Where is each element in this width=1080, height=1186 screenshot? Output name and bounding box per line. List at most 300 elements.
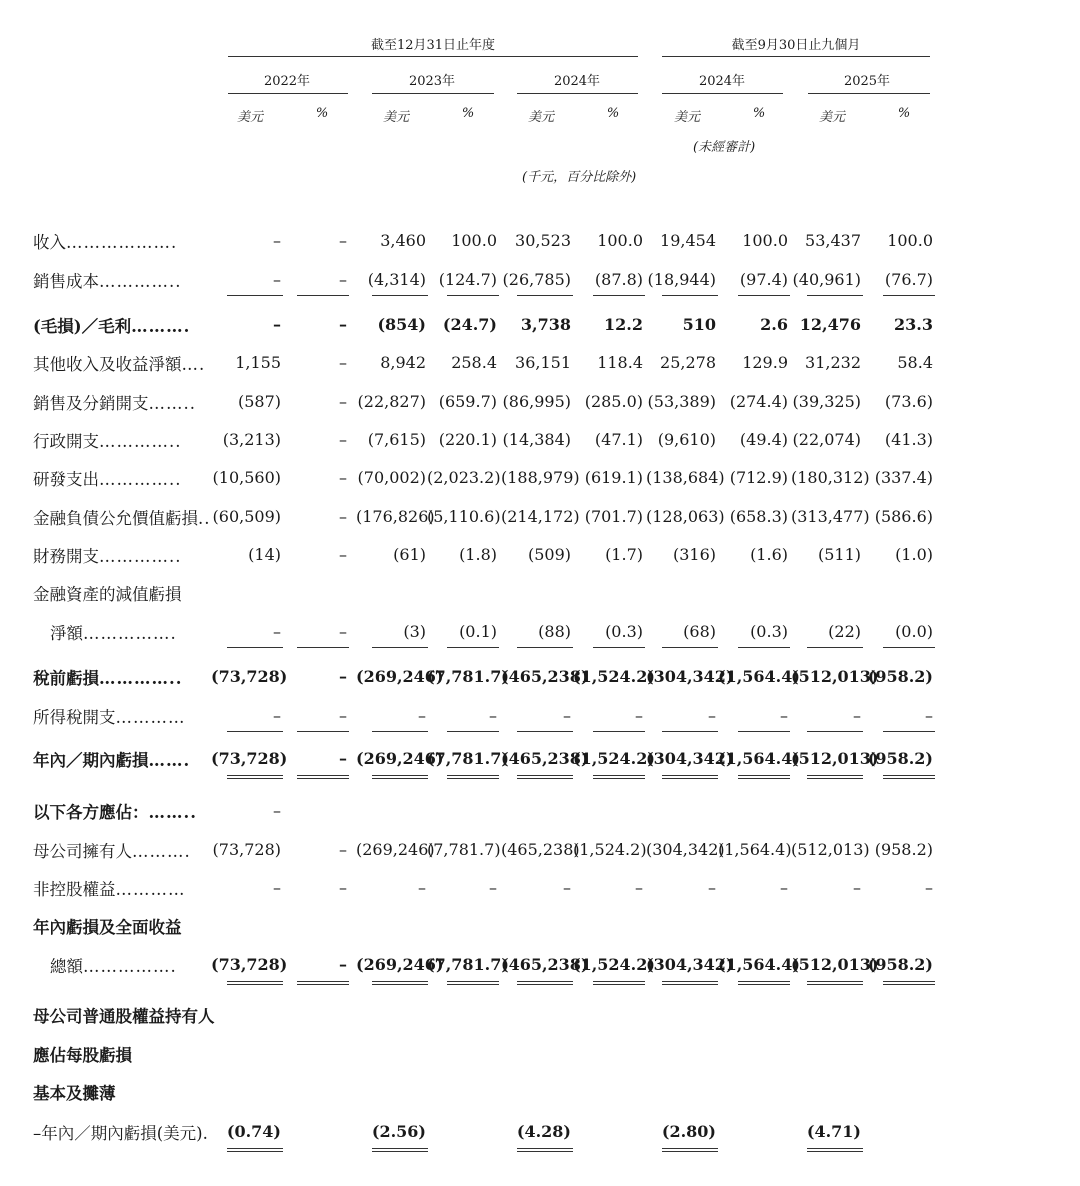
- unit-note: (千元，百分比除外): [522, 170, 637, 185]
- cell-value: (958.2): [867, 667, 933, 686]
- row-label: [33, 665, 183, 689]
- cell-value: (7,781.7): [427, 840, 501, 859]
- cell-value: (512,013): [791, 955, 879, 974]
- underline: [662, 295, 718, 296]
- row-label: [33, 313, 190, 337]
- cell-value: (220.1): [438, 430, 497, 449]
- cell-value: (3,213): [222, 430, 281, 449]
- year-header: 2022年: [263, 74, 311, 89]
- unit-header: %: [752, 106, 766, 121]
- underline: [372, 295, 428, 296]
- leader-dots: …………….: [83, 624, 177, 643]
- cell-value: (1,524.2): [573, 749, 655, 768]
- unit-header: %: [315, 106, 329, 121]
- cell-value: –: [339, 706, 347, 725]
- underline: [297, 731, 349, 732]
- cell-value: (2.80): [661, 1122, 716, 1141]
- cell-value: –: [780, 878, 788, 897]
- cell-value: 118.4: [597, 353, 643, 372]
- cell-value: –: [853, 706, 861, 725]
- row-label: [33, 914, 182, 938]
- cell-value: (7,781.7): [427, 955, 509, 974]
- underline: [517, 647, 573, 648]
- underline: [883, 647, 935, 648]
- row-label-text: 非控股權益: [33, 880, 116, 899]
- cell-value: (1.6): [750, 545, 788, 564]
- row-label: [33, 543, 182, 567]
- cell-value: (269,246): [356, 955, 444, 974]
- cell-value: (73,728): [211, 955, 288, 974]
- underline: [447, 647, 499, 648]
- cell-value: (73,728): [212, 840, 281, 859]
- cell-value: 30,523: [515, 231, 571, 250]
- underline: [807, 731, 863, 732]
- row-label-text: 金融負債公允價值虧損: [33, 509, 198, 528]
- leader-dots: ……..: [148, 803, 197, 822]
- double-underline: [227, 1148, 283, 1152]
- unit-header: %: [461, 106, 475, 121]
- cell-value: (2.56): [371, 1122, 426, 1141]
- header-rule-group1: [228, 56, 638, 57]
- cell-value: 8,942: [380, 353, 426, 372]
- underline: [662, 731, 718, 732]
- underline: [738, 647, 790, 648]
- cell-value: –: [273, 801, 281, 820]
- row-label: [33, 390, 196, 414]
- underline: [227, 731, 283, 732]
- cell-value: (1,524.2): [573, 667, 655, 686]
- double-underline: [517, 981, 573, 985]
- row-label-text: 財務開支: [33, 547, 99, 566]
- row-label-text: 母公司普通股權益持有人: [33, 1007, 215, 1026]
- cell-value: (512,013): [791, 840, 870, 859]
- double-underline: [372, 775, 428, 779]
- row-label-text: 銷售及分銷開支: [33, 394, 149, 413]
- cell-value: 58.4: [897, 353, 933, 372]
- cell-value: –: [418, 706, 426, 725]
- row-label: [50, 620, 177, 644]
- cell-value: –: [339, 667, 347, 686]
- cell-value: (61): [393, 545, 426, 564]
- cell-value: –: [418, 878, 426, 897]
- underline: [807, 295, 863, 296]
- cell-value: (49.4): [739, 430, 788, 449]
- leader-dots: …….: [148, 751, 191, 770]
- leader-dots: ….: [181, 355, 206, 374]
- cell-value: (5,110.6): [427, 507, 501, 526]
- cell-value: (70,002): [357, 468, 426, 487]
- unit-header: 美元: [818, 110, 845, 125]
- cell-value: (18,944): [647, 270, 716, 289]
- cell-value: (465,238): [501, 667, 589, 686]
- cell-value: (1.0): [895, 545, 933, 564]
- cell-value: (60,509): [212, 507, 281, 526]
- cell-value: 36,151: [515, 353, 571, 372]
- cell-value: (14,384): [502, 430, 571, 449]
- cell-value: (68): [683, 622, 716, 641]
- cell-value: –: [780, 706, 788, 725]
- cell-value: (659.7): [438, 392, 497, 411]
- cell-value: (712.9): [729, 468, 788, 487]
- cell-value: (14): [248, 545, 281, 564]
- cell-value: –: [925, 878, 933, 897]
- cell-value: (337.4): [874, 468, 933, 487]
- cell-value: –: [273, 231, 281, 250]
- cell-value: (53,389): [647, 392, 716, 411]
- underline: [593, 731, 645, 732]
- cell-value: (0.3): [605, 622, 643, 641]
- underline: [372, 647, 428, 648]
- double-underline: [883, 775, 935, 779]
- cell-value: (619.1): [584, 468, 643, 487]
- row-label-text: (毛損)／毛利: [33, 317, 132, 336]
- double-underline: [807, 981, 863, 985]
- cell-value: (22,074): [792, 430, 861, 449]
- cell-value: (1,524.2): [573, 840, 647, 859]
- cell-value: (180,312): [791, 468, 870, 487]
- cell-value: (176,826): [356, 507, 435, 526]
- cell-value: (958.2): [874, 840, 933, 859]
- leader-dots: …………..: [99, 547, 182, 566]
- cell-value: (0.3): [750, 622, 788, 641]
- unit-header: 美元: [236, 110, 263, 125]
- cell-value: (0.1): [459, 622, 497, 641]
- double-underline: [372, 1148, 428, 1152]
- cell-value: (4.71): [806, 1122, 861, 1141]
- cell-value: (1,564.4): [718, 955, 800, 974]
- cell-value: 100.0: [742, 231, 788, 250]
- underline: [517, 731, 573, 732]
- leader-dots: .: [202, 1124, 209, 1143]
- underline: [883, 731, 935, 732]
- row-label: [33, 704, 186, 728]
- double-underline: [447, 775, 499, 779]
- year-header: 2024年: [698, 74, 746, 89]
- cell-value: –: [273, 706, 281, 725]
- row-label: [33, 1080, 116, 1104]
- double-underline: [372, 981, 428, 985]
- double-underline: [807, 1148, 863, 1152]
- cell-value: –: [925, 706, 933, 725]
- cell-value: (86,995): [502, 392, 571, 411]
- cell-value: 258.4: [451, 353, 497, 372]
- row-label-text: 研發支出: [33, 470, 99, 489]
- cell-value: (586.6): [874, 507, 933, 526]
- cell-value: (701.7): [584, 507, 643, 526]
- cell-value: (304,342): [646, 749, 734, 768]
- cell-value: 19,454: [660, 231, 716, 250]
- cell-value: (304,342): [646, 667, 734, 686]
- cell-value: (313,477): [791, 507, 870, 526]
- row-label: [33, 466, 182, 490]
- cell-value: –: [339, 840, 347, 859]
- cell-value: (214,172): [501, 507, 580, 526]
- underline: [297, 295, 349, 296]
- year-header-rule: [372, 93, 494, 94]
- cell-value: (41.3): [884, 430, 933, 449]
- cell-value: –: [339, 270, 347, 289]
- cell-value: –: [708, 706, 716, 725]
- leader-dots: ..: [198, 509, 211, 528]
- double-underline: [593, 981, 645, 985]
- row-label-text: 總額: [50, 957, 83, 976]
- cell-value: (509): [527, 545, 571, 564]
- cell-value: (2,023.2): [427, 468, 501, 487]
- cell-value: –: [273, 622, 281, 641]
- row-label: [33, 1042, 132, 1066]
- cell-value: (1.8): [459, 545, 497, 564]
- cell-value: –: [339, 430, 347, 449]
- underline: [447, 295, 499, 296]
- double-underline: [738, 775, 790, 779]
- row-label-text: 淨額: [50, 624, 83, 643]
- cell-value: (88): [538, 622, 571, 641]
- leader-dots: …………..: [99, 669, 183, 688]
- cell-value: (7,781.7): [427, 749, 509, 768]
- row-label: [33, 428, 182, 452]
- cell-value: –: [635, 878, 643, 897]
- cell-value: (1,524.2): [573, 955, 655, 974]
- year-header: 2025年: [843, 74, 891, 89]
- cell-value: (1,564.4): [718, 667, 800, 686]
- cell-value: –: [339, 231, 347, 250]
- cell-value: (854): [377, 315, 426, 334]
- leader-dots: ……..: [148, 394, 196, 413]
- row-label: [33, 799, 197, 823]
- row-label: [33, 229, 177, 253]
- year-header: 2024年: [553, 74, 601, 89]
- double-underline: [883, 981, 935, 985]
- cell-value: (269,246): [356, 840, 435, 859]
- cell-value: (0.74): [226, 1122, 281, 1141]
- cell-value: (958.2): [867, 749, 933, 768]
- cell-value: (26,785): [502, 270, 571, 289]
- underline: [517, 295, 573, 296]
- cell-value: (658.3): [729, 507, 788, 526]
- row-label-text: 基本及攤薄: [33, 1084, 116, 1103]
- double-underline: [297, 981, 349, 985]
- cell-value: (39,325): [792, 392, 861, 411]
- cell-value: 53,437: [805, 231, 861, 250]
- row-label: [33, 838, 191, 862]
- year-header-rule: [662, 93, 783, 94]
- header-group-nine-months: 截至9月30日止九個月: [731, 38, 861, 53]
- cell-value: (269,246): [356, 749, 444, 768]
- cell-value: –: [339, 955, 347, 974]
- cell-value: –: [489, 878, 497, 897]
- cell-value: (465,238): [501, 749, 589, 768]
- row-label-text: 銷售成本: [33, 272, 99, 291]
- year-header-rule: [808, 93, 930, 94]
- double-underline: [297, 775, 349, 779]
- unit-header: %: [897, 106, 911, 121]
- leader-dots: …………..: [99, 470, 182, 489]
- underline: [227, 295, 283, 296]
- cell-value: –: [339, 353, 347, 372]
- leader-dots: …………..: [99, 432, 182, 451]
- row-label: [33, 876, 186, 900]
- row-label: [33, 747, 190, 771]
- cell-value: (76.7): [884, 270, 933, 289]
- leader-dots: …………: [115, 880, 186, 899]
- cell-value: –: [489, 706, 497, 725]
- cell-value: –: [339, 622, 347, 641]
- cell-value: –: [563, 878, 571, 897]
- cell-value: –: [339, 749, 347, 768]
- cell-value: –: [339, 468, 347, 487]
- cell-value: 12.2: [604, 315, 643, 334]
- cell-value: –: [339, 315, 347, 334]
- row-label: [50, 953, 177, 977]
- cell-value: (304,342): [646, 840, 725, 859]
- row-label-text: 以下各方應佔：: [33, 803, 149, 822]
- cell-value: –: [635, 706, 643, 725]
- row-label-text: 應佔每股虧損: [33, 1046, 132, 1065]
- cell-value: (47.1): [594, 430, 643, 449]
- underline: [883, 295, 935, 296]
- cell-value: –: [273, 270, 281, 289]
- cell-value: (188,979): [501, 468, 580, 487]
- cell-value: (512,013): [791, 749, 879, 768]
- cell-value: (73,728): [211, 667, 288, 686]
- cell-value: 1,155: [235, 353, 281, 372]
- cell-value: (7,615): [367, 430, 426, 449]
- year-header-rule: [517, 93, 638, 94]
- cell-value: (511): [817, 545, 861, 564]
- cell-value: (1,564.4): [718, 840, 792, 859]
- year-header-rule: [228, 93, 348, 94]
- leader-dots: ……….: [132, 842, 191, 861]
- underline: [593, 647, 645, 648]
- row-label: [33, 1120, 209, 1144]
- cell-value: 23.3: [894, 315, 933, 334]
- cell-value: 100.0: [597, 231, 643, 250]
- double-underline: [662, 775, 718, 779]
- cell-value: –: [273, 315, 281, 334]
- unit-header: 美元: [673, 110, 700, 125]
- cell-value: (274.4): [729, 392, 788, 411]
- underline: [738, 731, 790, 732]
- leader-dots: …………….: [83, 957, 177, 976]
- cell-value: (7,781.7): [427, 667, 509, 686]
- unaudited-note: (未經審計): [693, 140, 756, 155]
- cell-value: 2.6: [760, 315, 788, 334]
- row-label: [33, 1003, 215, 1027]
- cell-value: 12,476: [799, 315, 861, 334]
- cell-value: –: [708, 878, 716, 897]
- row-label-text: –年內／期內虧損(美元): [33, 1124, 203, 1143]
- double-underline: [662, 1148, 718, 1152]
- cell-value: 129.9: [742, 353, 788, 372]
- underline: [227, 647, 283, 648]
- cell-value: (958.2): [867, 955, 933, 974]
- cell-value: 3,460: [380, 231, 426, 250]
- leader-dots: …………: [115, 708, 186, 727]
- cell-value: (9,610): [657, 430, 716, 449]
- cell-value: (512,013): [791, 667, 879, 686]
- row-label: [33, 581, 182, 605]
- cell-value: (24.7): [442, 315, 497, 334]
- cell-value: (465,238): [501, 840, 580, 859]
- row-label-text: 年內虧損及全面收益: [33, 918, 182, 937]
- row-label: [33, 351, 205, 375]
- double-underline: [227, 775, 283, 779]
- cell-value: (128,063): [646, 507, 725, 526]
- row-label-text: 母公司擁有人: [33, 842, 132, 861]
- double-underline: [517, 1148, 573, 1152]
- row-label: [33, 268, 182, 292]
- underline: [807, 647, 863, 648]
- underline: [297, 647, 349, 648]
- row-label-text: 金融資產的減值虧損: [33, 585, 182, 604]
- cell-value: 25,278: [660, 353, 716, 372]
- cell-value: (124.7): [438, 270, 497, 289]
- row-label-text: 行政開支: [33, 432, 99, 451]
- cell-value: (587): [237, 392, 281, 411]
- double-underline: [807, 775, 863, 779]
- cell-value: 31,232: [805, 353, 861, 372]
- double-underline: [593, 775, 645, 779]
- cell-value: (1,564.4): [718, 749, 800, 768]
- cell-value: (22): [828, 622, 861, 641]
- row-label-text: 稅前虧損: [33, 669, 99, 688]
- cell-value: (87.8): [594, 270, 643, 289]
- cell-value: (4,314): [367, 270, 426, 289]
- leader-dots: ……….: [131, 317, 191, 336]
- cell-value: (4.28): [516, 1122, 571, 1141]
- underline: [593, 295, 645, 296]
- cell-value: –: [339, 507, 347, 526]
- underline: [372, 731, 428, 732]
- cell-value: –: [339, 392, 347, 411]
- underline: [447, 731, 499, 732]
- underline: [662, 647, 718, 648]
- cell-value: (1.7): [605, 545, 643, 564]
- leader-dots: …………..: [99, 272, 182, 291]
- double-underline: [662, 981, 718, 985]
- cell-value: (465,238): [501, 955, 589, 974]
- cell-value: (97.4): [739, 270, 788, 289]
- cell-value: (304,342): [646, 955, 734, 974]
- header-rule-group2: [662, 56, 930, 57]
- cell-value: (22,827): [357, 392, 426, 411]
- unit-header: 美元: [382, 110, 409, 125]
- cell-value: (269,246): [356, 667, 444, 686]
- row-label-text: 年內／期內虧損: [33, 751, 149, 770]
- cell-value: (285.0): [584, 392, 643, 411]
- underline: [738, 295, 790, 296]
- cell-value: (316): [672, 545, 716, 564]
- double-underline: [738, 981, 790, 985]
- double-underline: [517, 775, 573, 779]
- cell-value: –: [563, 706, 571, 725]
- cell-value: 100.0: [451, 231, 497, 250]
- unit-header: 美元: [527, 110, 554, 125]
- cell-value: (73,728): [211, 749, 288, 768]
- cell-value: 100.0: [887, 231, 933, 250]
- row-label-text: 其他收入及收益淨額: [33, 355, 182, 374]
- cell-value: –: [273, 878, 281, 897]
- row-label-text: 收入: [33, 233, 66, 252]
- unit-header: %: [606, 106, 620, 121]
- cell-value: 3,738: [520, 315, 571, 334]
- double-underline: [447, 981, 499, 985]
- cell-value: (40,961): [792, 270, 861, 289]
- cell-value: (10,560): [212, 468, 281, 487]
- cell-value: (3): [403, 622, 426, 641]
- row-label: [33, 505, 211, 529]
- row-label-text: 所得稅開支: [33, 708, 116, 727]
